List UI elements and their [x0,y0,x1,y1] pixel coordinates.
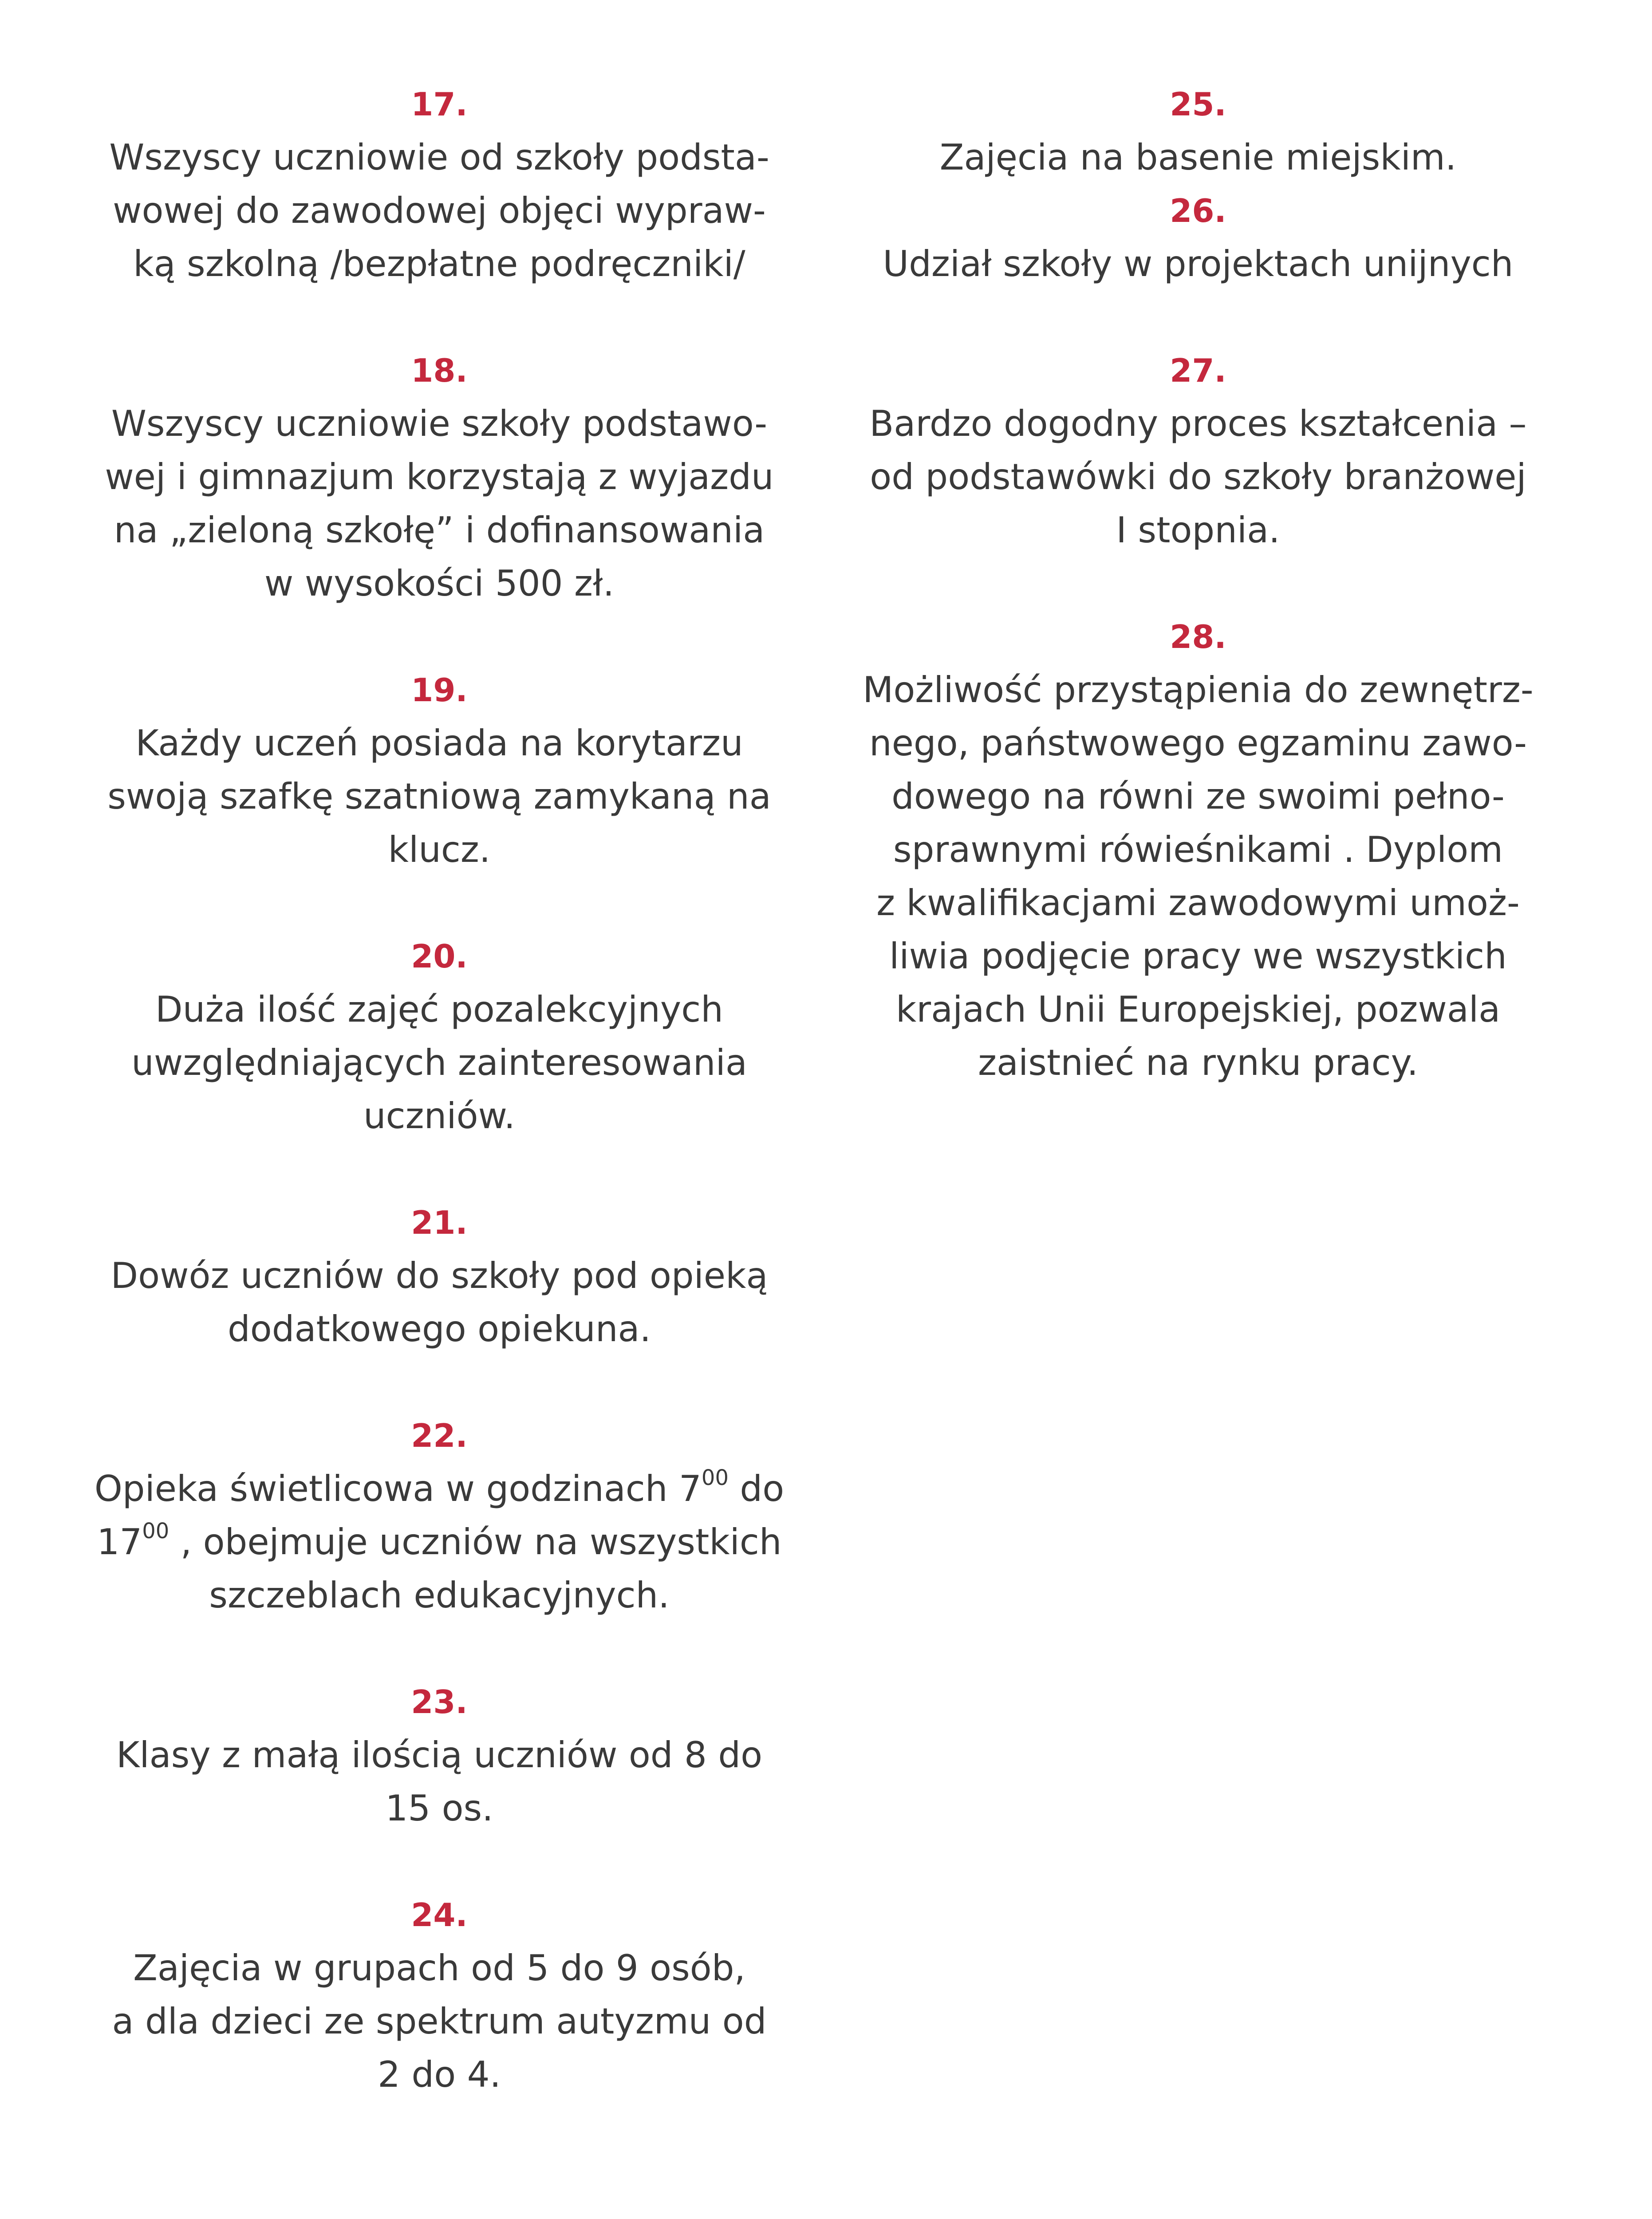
right-column [821,78,1575,1090]
list-item-18 [62,344,816,610]
item-number: 17. [411,86,468,123]
item-number: 24. [411,1896,468,1934]
list-item-19 [62,663,816,877]
item-number: 21. [411,1204,468,1241]
item-number: 27. [1170,352,1226,389]
left-column [62,78,816,2101]
item-number: 28. [1170,618,1226,655]
item-text-part: , obejmuje uczniów na wszystkich [169,1521,782,1563]
item-number: 23. [411,1683,468,1721]
list-item-27 [821,344,1575,557]
item-text-part: szczeblach edukacyjnych. [209,1575,670,1616]
list-item-23 [62,1675,816,1835]
item-number: 20. [411,938,468,975]
item-number: 26. [1170,192,1226,229]
superscript: 00 [142,1519,170,1544]
item-text: Zajęcia na basenie miejskim. [939,137,1457,178]
item-text: Wszyscy uczniowie od szkoły podsta- wowej do zawodowej objęci wypraw- ką szkolną /bezpłatne podręczniki/ [109,137,769,284]
item-text: Klasy z małą ilością uczniów od 8 do 15 os. [116,1734,763,1829]
list-item-25 [821,78,1575,184]
item-text: Zajęcia w grupach od 5 do 9 osób, a dla dzieci ze spektrum autyzmu od 2 do 4. [112,1947,767,2095]
item-number: 18. [411,352,468,389]
item-number: 22. [411,1417,468,1454]
item-text-part: Opieka świetlicowa w godzinach 7 [94,1468,702,1509]
superscript: 00 [701,1465,729,1490]
item-text-part: 17 [97,1521,142,1563]
item-text: Każdy uczeń posiada na korytarzu swoją szafkę szatniową zamykaną na klucz. [107,723,771,870]
item-text: Udział szkoły w projektach unijnych [883,243,1514,284]
list-item-26 [821,184,1575,291]
list-item-20 [62,930,816,1143]
item-text: Dowóz uczniów do szkoły pod opieką dodatkowego opiekuna. [110,1255,768,1350]
item-number: 19. [411,671,468,709]
list-item-22 [62,1409,816,1622]
item-text: Duża ilość zajęć pozalekcyjnych uwzględniających zainteresowania uczniów. [131,989,747,1137]
item-text [62,1462,816,1622]
list-item-21 [62,1196,816,1356]
list-item-24 [62,1888,816,2101]
item-number: 25. [1170,86,1226,123]
list-item-28 [821,610,1575,1090]
item-text-part: do [729,1468,785,1509]
item-text: Możliwość przystąpienia do zewnętrz- nego, państwowego egzaminu zawo- dowego na równi ze swoimi pełno- sprawnymi rówieśnikami . Dyplom z kwalifikacjami zawodowymi umoż- liwia podjęcie pracy we wszystkich krajach Unii Europejskiej, pozwala zaistnieć na rynku pracy. [863,669,1534,1083]
item-text: Bardzo dogodny proces kształcenia – od podstawówki do szkoły branżowej I stopnia. [869,403,1527,551]
list-item-17 [62,78,816,291]
item-text: Wszyscy uczniowie szkoły podstawo- wej i gimnazjum korzystają z wyjazdu na „zieloną szkołę” i dofinansowania w wysokości 500 zł. [105,403,774,604]
